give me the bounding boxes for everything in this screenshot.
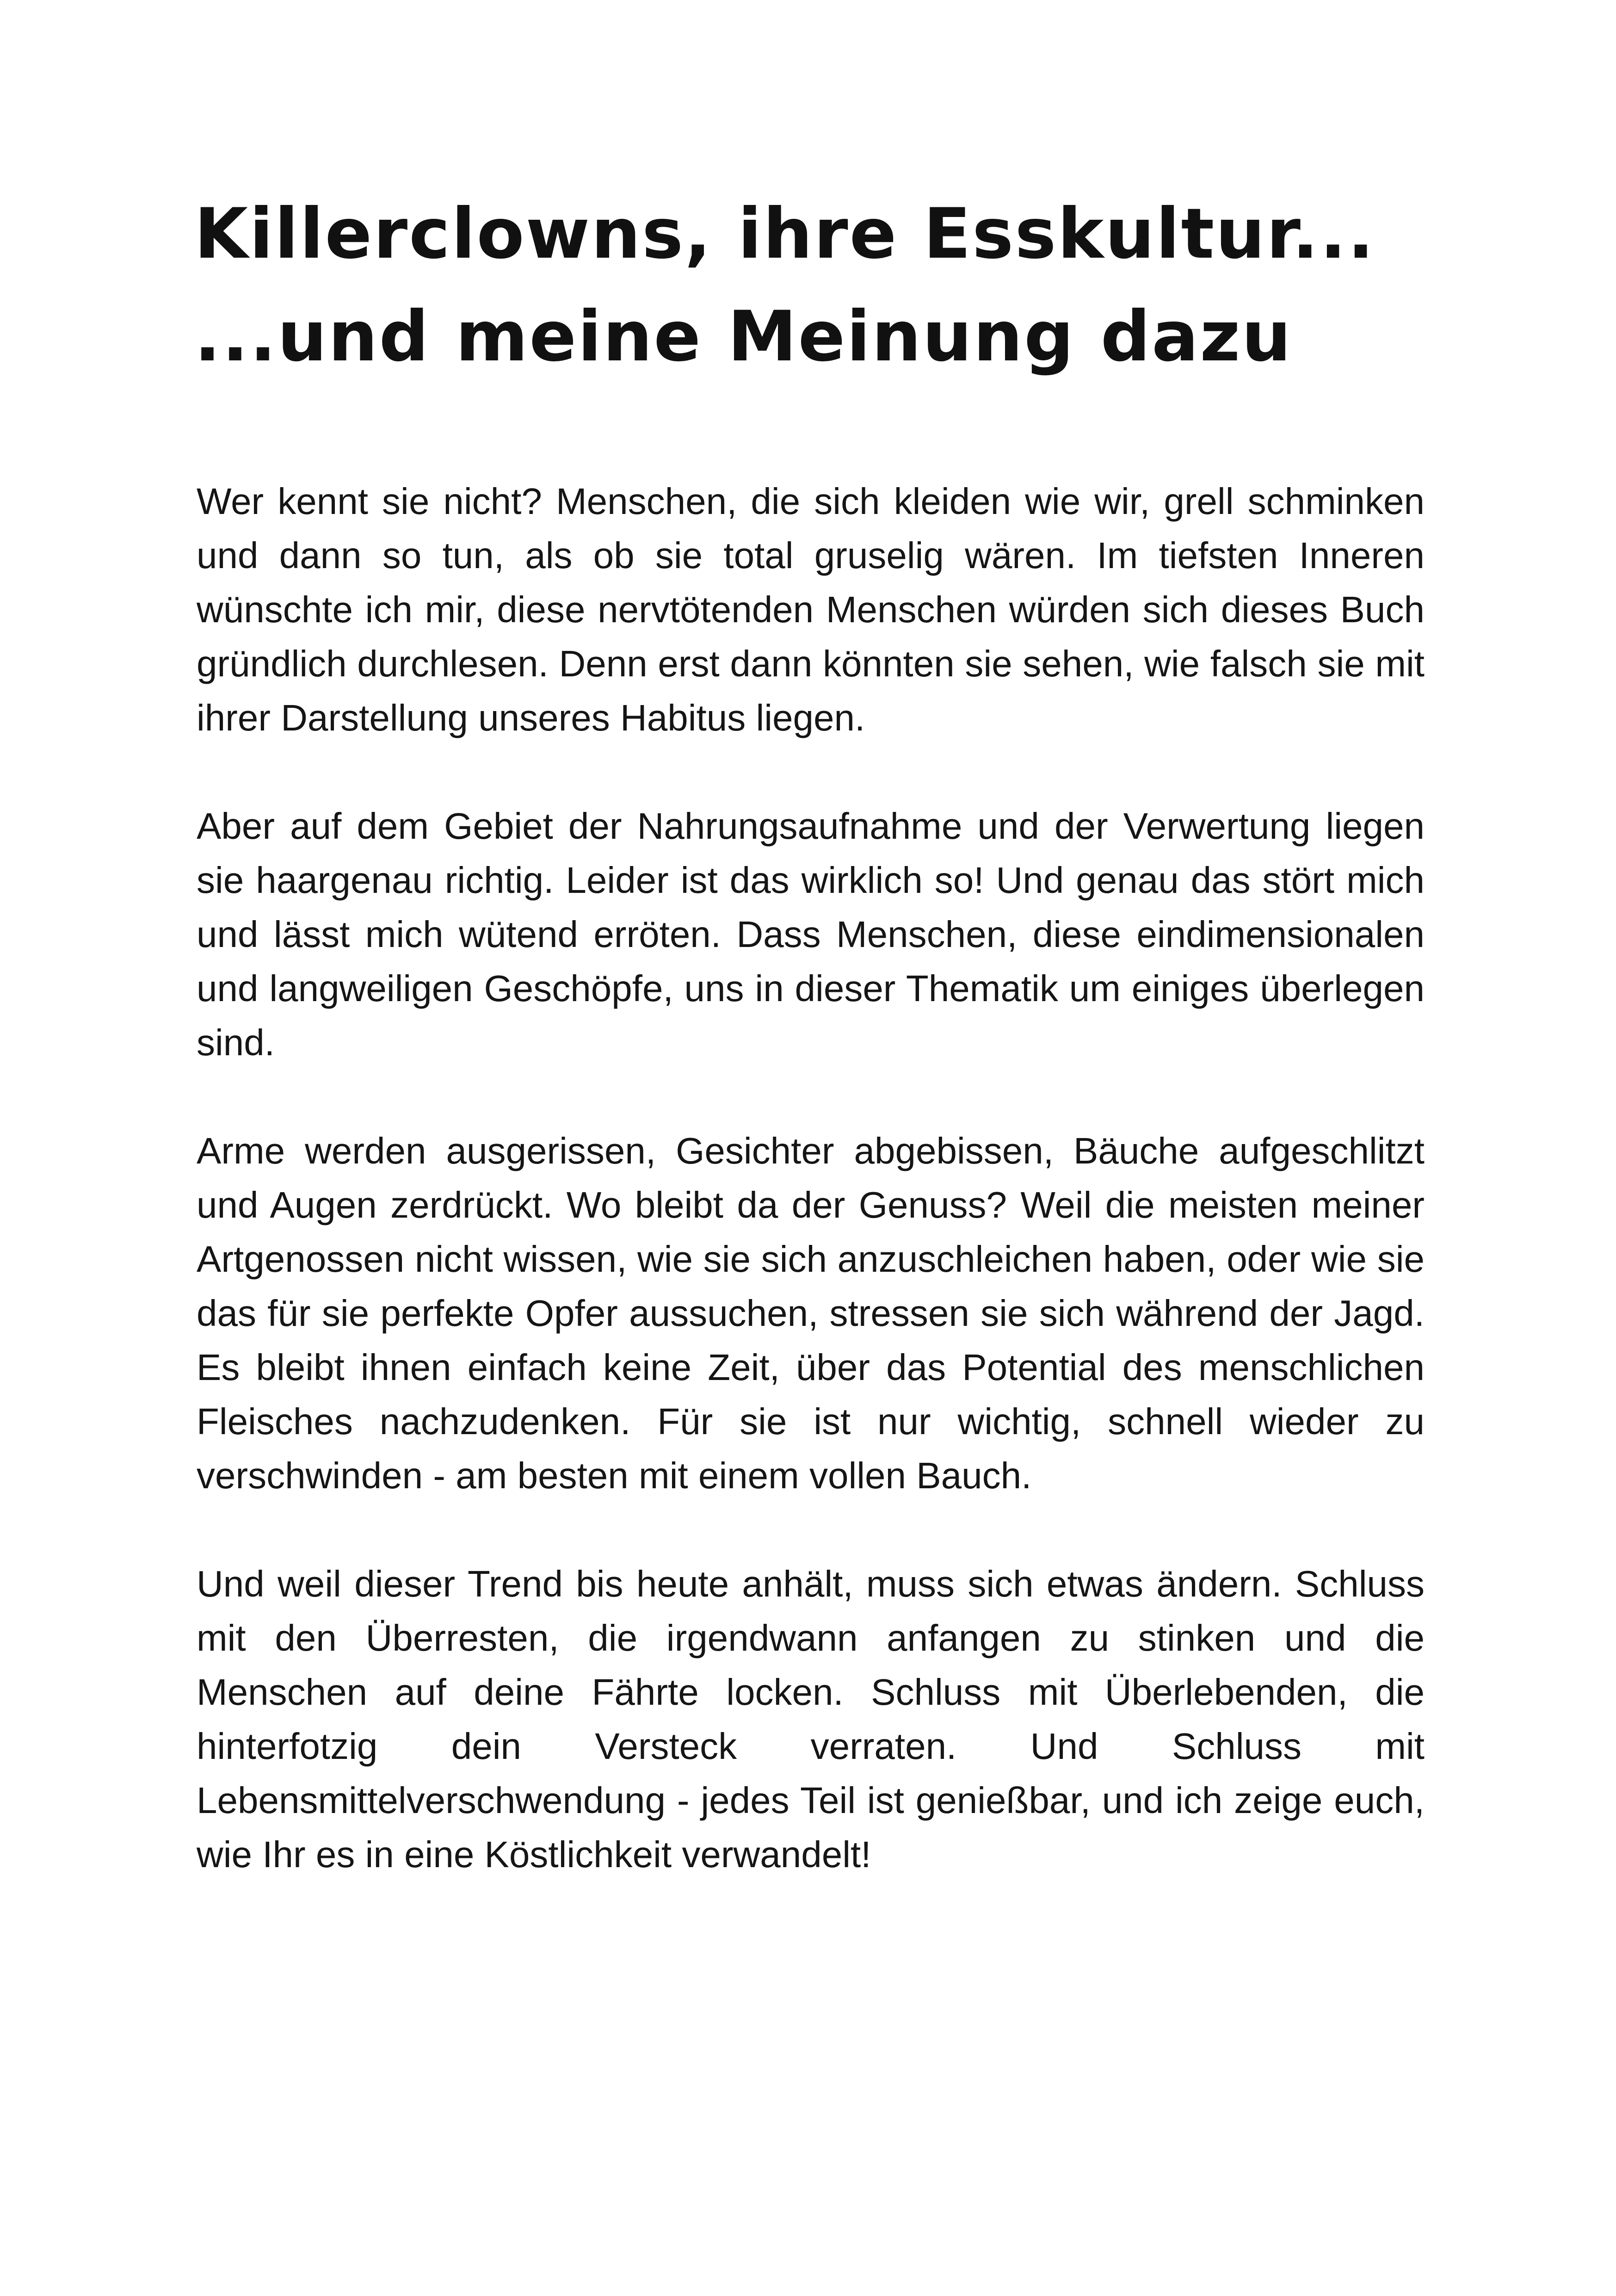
page-title	[194, 183, 1443, 388]
paragraph-3: Arme werden ausgerissen, Gesichter abgebissen, Bäuche aufgeschlitzt und Augen zerdrückt. Wo bleibt da der Genuss? Weil die meisten meiner Artgenossen nicht wissen, wie sie sich anzuschleichen haben, oder wie sie das für sie perfekte Opfer aussuchen, stressen sie sich während der Jagd. Es bleibt ihnen einfach keine Zeit, über das Potential des menschlichen Fleisches nachzudenken. Für sie ist nur wichtig, schnell wieder zu verschwinden - am besten mit einem vollen Bauch.	[197, 1130, 1425, 1496]
title-line-2: ...und meine Meinung dazu	[194, 297, 1293, 377]
body-text	[197, 474, 1425, 1936]
paragraph-4: Und weil dieser Trend bis heute anhält, muss sich etwas ändern. Schluss mit den Überresten, die irgendwann anfangen zu stinken und die Menschen auf deine Fährte locken. Schluss mit Überlebenden, die hinterfotzig dein Versteck verraten. Und Schluss mit Lebensmittelverschwendung - jedes Teil ist genießbar, und ich zeige euch, wie Ihr es in eine Köstlichkeit verwandelt!	[197, 1563, 1425, 1875]
paragraph-2: Aber auf dem Gebiet der Nahrungsaufnahme und der Verwertung liegen sie haargenau richtig. Leider ist das wirklich so! Und genau das stört mich und lässt mich wütend erröten. Dass Menschen, diese eindimensionalen und langweiligen Geschöpfe, uns in dieser Thematik um einiges überlegen sind.	[197, 805, 1425, 1063]
title-line-1: Killerclowns, ihre Esskultur...	[194, 194, 1375, 274]
paragraph-1: Wer kennt sie nicht? Menschen, die sich kleiden wie wir, grell schminken und dann so tun, als ob sie total gruselig wären. Im tiefsten Inneren wünschte ich mir, diese nervtötenden Menschen würden sich dieses Buch gründlich durchlesen. Denn erst dann könnten sie sehen, wie falsch sie mit ihrer Darstellung unseres Habitus liegen.	[197, 481, 1425, 738]
